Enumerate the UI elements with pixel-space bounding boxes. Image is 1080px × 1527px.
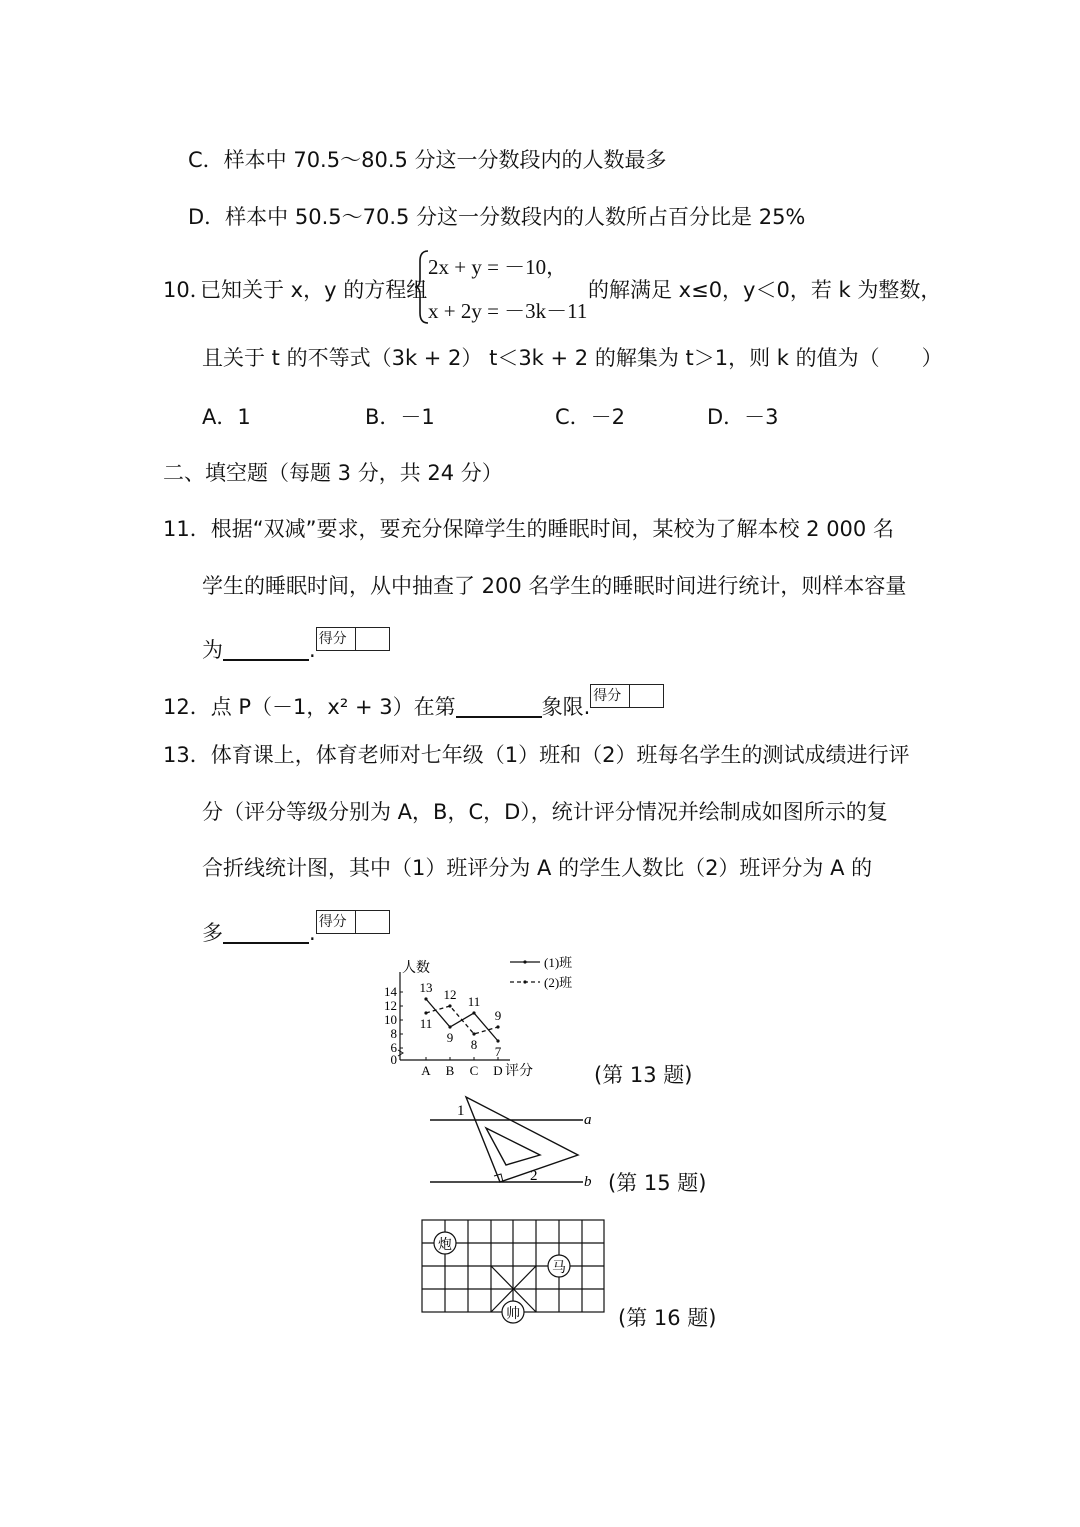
x-tick-label: D — [493, 1063, 503, 1078]
data-point — [496, 1025, 499, 1028]
data-label: 8 — [470, 1037, 478, 1052]
score-divider — [629, 685, 630, 707]
label-a: a — [584, 1112, 592, 1128]
y-tick-label: 0 — [390, 1052, 397, 1067]
svg-text:帅: 帅 — [506, 1307, 520, 1322]
data-point — [424, 1011, 427, 1014]
q11-text: 为 — [202, 638, 223, 662]
caption-q13: (第 13 题) — [594, 1063, 693, 1087]
data-point — [424, 997, 427, 1000]
data-label: 12 — [443, 987, 457, 1002]
y-tick-label: 6 — [390, 1040, 397, 1055]
data-point — [472, 1011, 475, 1014]
x-tick-label: B — [445, 1063, 455, 1078]
q11-line3 — [202, 627, 390, 665]
series-line-2 — [426, 1006, 498, 1034]
y-tick-label: 10 — [384, 1012, 397, 1027]
x-tick-label: A — [421, 1063, 431, 1078]
score-label: 得分 — [593, 688, 622, 704]
x-axis-label: 评分 — [505, 1064, 533, 1079]
q12-line — [163, 684, 664, 722]
legend-marker — [523, 980, 526, 983]
line-chart — [378, 950, 618, 1082]
q11-end: . — [309, 638, 316, 662]
figure-16-chessboard — [415, 1213, 610, 1343]
svg-text:炮: 炮 — [438, 1238, 452, 1253]
q13-line2: 分（评分等级分别为 A，B，C，D），统计评分情况并绘制成如图所示的复 — [202, 800, 888, 824]
data-point — [448, 1004, 451, 1007]
triangle-ruler-outer — [466, 1097, 578, 1182]
triangle-ruler-inner — [486, 1128, 540, 1165]
score-label: 得分 — [318, 914, 347, 930]
q10-option-d: D．－3 — [707, 405, 779, 429]
q10-number: 10． — [163, 278, 211, 302]
q10-stem-post: 的解满足 x≤0，y＜0，若 k 为整数， — [588, 278, 942, 302]
section-heading: 二、填空题（每题 3 分，共 24 分） — [163, 461, 503, 485]
q12-text-post: 象限. — [541, 695, 591, 719]
data-point — [448, 1025, 451, 1028]
q10-equation-1: 2x + y = －10， — [428, 255, 568, 279]
figure-15 — [428, 1093, 608, 1193]
data-label: 9 — [494, 1008, 502, 1023]
caption-q15: (第 15 题) — [608, 1171, 707, 1195]
score-divider — [355, 628, 356, 650]
q11-line2: 学生的睡眠时间，从中抽查了 200 名学生的睡眠时间进行统计，则样本容量 — [202, 574, 907, 598]
q10-stem-pre: 已知关于 x，y 的方程组 — [200, 278, 428, 302]
q9-option-c: C．样本中 70.5～80.5 分这一分数段内的人数最多 — [188, 148, 667, 172]
q10-option-b: B．－1 — [365, 405, 435, 429]
legend-label: (1)班 — [544, 955, 573, 970]
x-tick-label: C — [469, 1063, 479, 1078]
answer-blank[interactable] — [223, 920, 309, 944]
caption-q16: (第 16 题) — [618, 1306, 717, 1330]
piece-pao — [434, 1232, 456, 1254]
q13-text: 多 — [202, 921, 223, 945]
y-tick-label: 8 — [390, 1026, 397, 1041]
label-b: b — [584, 1174, 592, 1190]
data-label: 7 — [494, 1044, 502, 1059]
score-label: 得分 — [318, 631, 347, 647]
data-label: 9 — [446, 1030, 454, 1045]
data-label: 11 — [467, 994, 481, 1009]
y-tick-label: 14 — [384, 984, 397, 999]
score-divider — [355, 911, 356, 933]
q10-equation-2: x + 2y = －3k－11 — [428, 299, 588, 323]
q13-end: . — [309, 921, 316, 945]
legend-marker — [523, 960, 526, 963]
svg-text:马: 马 — [552, 1261, 566, 1276]
q10-option-c: C．－2 — [555, 405, 626, 429]
q12-text-pre: 12．点 P（－1，x² + 3）在第 — [163, 695, 456, 719]
legend-label: (2)班 — [544, 975, 573, 990]
q10-stem-line2: 且关于 t 的不等式（3k + 2） t＜3k + 2 的解集为 t＞1，则 k 的值为（ ） — [202, 346, 943, 370]
q13-line1: 13．体育课上，体育老师对七年级（1）班和（2）班每名学生的测试成绩进行评 — [163, 743, 910, 767]
angle-2-label: 2 — [530, 1168, 538, 1184]
q10-option-a: A．1 — [202, 405, 251, 429]
answer-blank[interactable] — [456, 694, 542, 718]
piece-shuai — [502, 1301, 524, 1323]
angle-1-label: 1 — [457, 1103, 465, 1119]
score-box[interactable] — [316, 627, 390, 651]
q9-option-d: D．样本中 50.5～70.5 分这一分数段内的人数所占百分比是 25% — [188, 205, 806, 229]
y-axis-label: 人数 — [402, 961, 430, 976]
data-point — [496, 1039, 499, 1042]
q13-line4 — [202, 910, 390, 948]
y-tick-label: 12 — [384, 998, 397, 1013]
q11-line1: 11．根据“双减”要求，要充分保障学生的睡眠时间，某校为了解本校 2 000 名 — [163, 517, 894, 541]
data-label: 11 — [419, 1016, 433, 1031]
q13-line3: 合折线统计图，其中（1）班评分为 A 的学生人数比（2）班评分为 A 的 — [202, 856, 873, 880]
answer-blank[interactable] — [223, 637, 309, 661]
data-label: 13 — [419, 980, 433, 995]
piece-ma — [548, 1255, 570, 1277]
data-point — [472, 1032, 475, 1035]
score-box[interactable] — [316, 910, 390, 934]
score-box[interactable] — [590, 684, 664, 708]
